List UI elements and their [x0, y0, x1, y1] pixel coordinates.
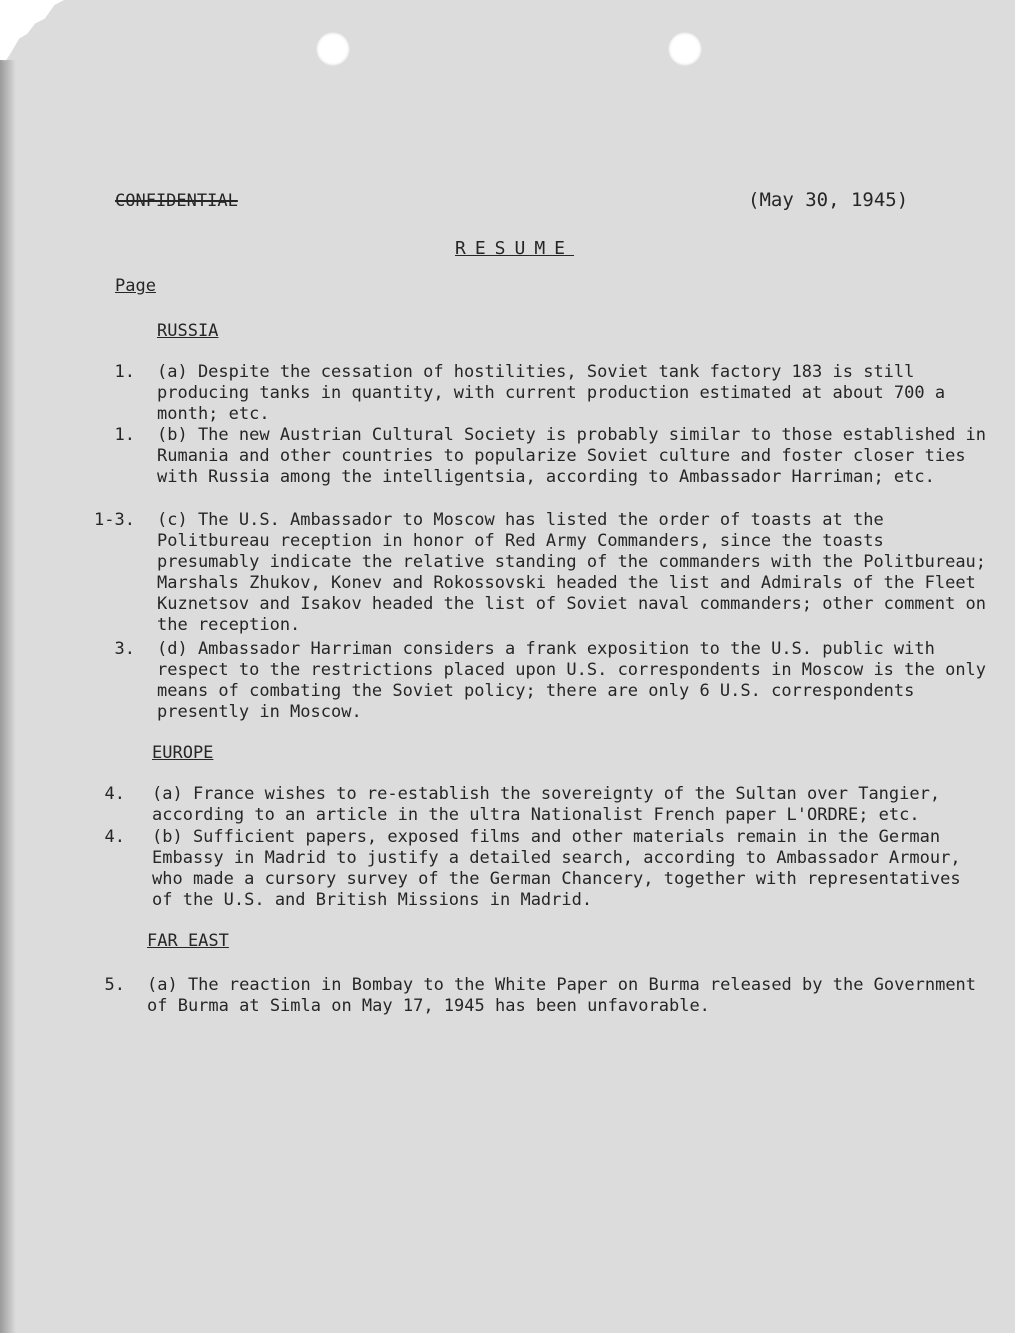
punch-hole-left	[316, 32, 350, 66]
item-text: (a) Despite the cessation of hostilities, Soviet tank factory 183 is still producing tanks in quantity, with current production estimated at about 700 a month; etc.	[157, 362, 946, 424]
page-edge-shadow	[0, 60, 16, 1333]
torn-corner	[0, 0, 64, 62]
item-text: (d) Ambassador Harriman considers a frank exposition to the U.S. public with respect to the restrictions placed upon U.S. correspondents in Moscow is the only means of combating the Soviet policy; there are only 6 U.S. correspondents presently in Moscow.	[157, 639, 987, 722]
section-heading-europe: EUROPE	[152, 743, 214, 763]
item-page-number: 5.	[104, 975, 125, 995]
page-column-label: Page	[115, 276, 156, 296]
item-page-number: 1-3.	[94, 510, 135, 530]
document-title: RESUME	[455, 238, 575, 259]
item-page-number: 1.	[114, 362, 135, 382]
item-text: (a) France wishes to re-establish the sovereignty of the Sultan over Tangier, according to an article in the ultra Nationalist French paper L'ORDRE; etc.	[152, 784, 941, 825]
item-text: (b) Sufficient papers, exposed films and other materials remain in the German Embassy in Madrid to justify a detailed search, according to Ambassador Armour, who made a cursory survey of the German Chancery, together with representatives of the U.S. and British Missions in Madrid.	[152, 827, 961, 910]
classification-stamp: CONFIDENTIAL	[115, 191, 238, 211]
document-date: (May 30, 1945)	[748, 189, 909, 211]
item-text: (a) The reaction in Bombay to the White Paper on Burma released by the Government of Burma at Simla on May 17, 1945 has been unfavorable.	[147, 975, 977, 1016]
item-text: (b) The new Austrian Cultural Society is probably similar to those established in Rumania and other countries to popularize Soviet culture and foster closer ties with Russia among the intelligentsia, according to Ambassador Harriman; etc.	[157, 425, 987, 487]
punch-hole-right	[668, 32, 702, 66]
item-page-number: 3.	[114, 639, 135, 659]
item-page-number: 1.	[114, 425, 135, 445]
section-heading-russia: RUSSIA	[157, 321, 219, 341]
item-page-number: 4.	[104, 784, 125, 804]
item-text: (c) The U.S. Ambassador to Moscow has listed the order of toasts at the Politbureau reception in honor of Red Army Commanders, since the toasts presumably indicate the relative standing of the commanders with the Politbureau; Marshals Zhukov, Konev and Rokossovski headed the list and Admirals of the Fleet Kuznetsov and Isakov headed the list of Soviet naval commanders; other comment on the reception.	[157, 510, 987, 635]
section-heading-far-east: FAR EAST	[147, 931, 229, 951]
item-page-number: 4.	[104, 827, 125, 847]
